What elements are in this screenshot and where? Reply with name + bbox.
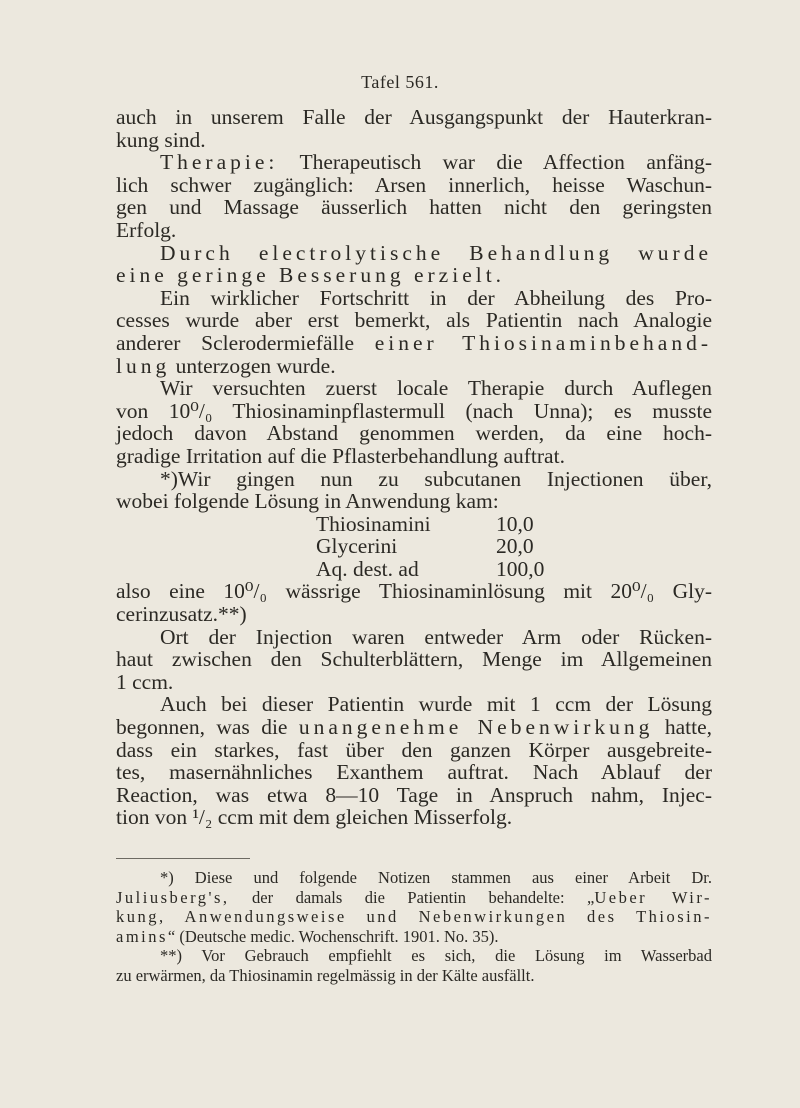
footnotes [116,868,712,985]
footnote-line: **) Vor Gebrauch empfiehlt es sich, die Lösung im Wasserbad [160,946,712,965]
text-line: Reaction, was etwa 8—10 Tage in Anspruch nahm, Injec- [116,782,712,807]
spaced-text: unangenehme Nebenwirkung [298,715,654,740]
percent-sign: ⁰/₀ [244,579,268,604]
text-line: cerinzusatz.**) [116,602,247,627]
text-span: hatte, [653,715,712,740]
formula-ingredient: Thiosinamini [316,511,431,536]
footnote-line: *) Diese und folgende Notizen stammen aus einer Arbeit Dr. [160,868,712,887]
text-span: unterzogen wurde. [170,353,336,378]
spaced-text: lung [116,353,171,378]
text-line [116,400,712,423]
formula-amount: 100,0 [496,556,545,581]
formula-row [116,513,712,536]
percent-sign: ⁰/₀ [190,398,213,423]
percent-sign: ⁰/₀ [632,579,655,604]
text-line: gen und Massage äusserlich hatten nicht den geringsten [116,195,712,220]
text-span: Therapeutisch war die Affection anfäng- [278,150,712,175]
text-line: Erfolg. [116,217,177,242]
formula-ingredient: Aq. dest. ad [316,556,419,581]
footnote-line [116,888,712,908]
text-span: also eine 10 [116,579,245,604]
footnote-line: zu erwärmen, da Thiosinamin regelmässig in der Kälte ausfällt. [116,965,535,985]
text-line: Wir versuchten zuerst locale Therapie durch Auflegen [160,376,712,401]
text-line: Ort der Injection waren entweder Arm oder Rücken- [160,624,712,649]
formula-row [116,558,712,581]
text-line: tes, masernähnliches Exanthem auftrat. Nach Ablauf der [116,760,712,785]
text-line [116,580,712,603]
text-line: Ein wirklicher Fortschritt in der Abheilung des Pro- [160,285,712,310]
spaced-text: amins [116,926,168,946]
fraction: ¹/₂ [192,805,213,830]
text-line [116,332,712,355]
page-title: Tafel 561. [361,72,439,92]
text-span: Gly- [654,579,712,604]
text-span: von 10 [116,398,191,423]
text-line: auch in unserem Falle der Ausgangspunkt der Hauterkran- [116,105,712,129]
text-span: ccm mit dem gleichen Misserfolg. [212,805,513,830]
formula-block [116,513,712,581]
spaced-heading: Therapie: [160,150,279,175]
text-line: wobei folgende Lösung in Anwendung kam: [116,489,499,514]
text-line: jedoch davon Abstand genommen werden, da eine hoch- [116,421,712,446]
text-span: begonnen, was die [116,715,299,740]
formula-row [116,535,712,558]
spaced-text: Juliusberg's, [116,887,230,907]
text-line: haut zwischen den Schulterblättern, Menge im Allgemeinen [116,647,712,672]
text-span: der damals die Patientin behandelte: „ [229,887,595,907]
text-line: 1 ccm. [116,669,174,694]
text-line: gradige Irritation auf die Pflasterbehandlung auftrat. [116,443,565,468]
footnote-line: kung, Anwendungsweise und Nebenwirkungen des Thiosin- [116,907,712,926]
text-span: tion von [116,805,193,830]
text-line [116,716,712,739]
spaced-text: Ueber Wir- [594,887,712,907]
footnote-line [116,927,712,947]
text-span: “ (Deutsche medic. Wochenschrift. 1901. No. 35). [167,926,499,946]
formula-ingredient: Glycerini [316,534,398,559]
text-span: anderer Sclerodermiefälle [116,330,375,355]
text-line: dass ein starkes, fast über den ganzen Körper ausgebreite- [116,737,712,762]
formula-amount: 20,0 [496,534,534,559]
text-line: Durch electrolytische Behandlung wurde [160,240,712,265]
text-line [116,151,712,174]
footnote-divider [116,858,250,859]
text-line [116,806,712,829]
formula-amount: 10,0 [496,511,534,536]
main-text [116,106,712,829]
spaced-text: einer Thiosinaminbehand- [374,330,713,355]
text-line: lich schwer zugänglich: Arsen innerlich, heisse Waschun- [116,172,712,197]
text-line: cesses wurde aber erst bemerkt, als Patientin nach Analogie [116,308,712,333]
text-line: eine geringe Besserung erzielt. [116,263,506,288]
text-span: wässrige Thiosinaminlösung mit 20 [267,579,632,604]
text-line: Auch bei dieser Patientin wurde mit 1 ccm der Lösung [160,692,712,717]
text-line [116,355,712,378]
text-line: *)Wir gingen nun zu subcutanen Injectionen über, [160,466,712,491]
text-line: kung sind. [116,127,206,152]
text-span: Thiosinaminpflastermull (nach Unna); es musste [212,398,712,423]
